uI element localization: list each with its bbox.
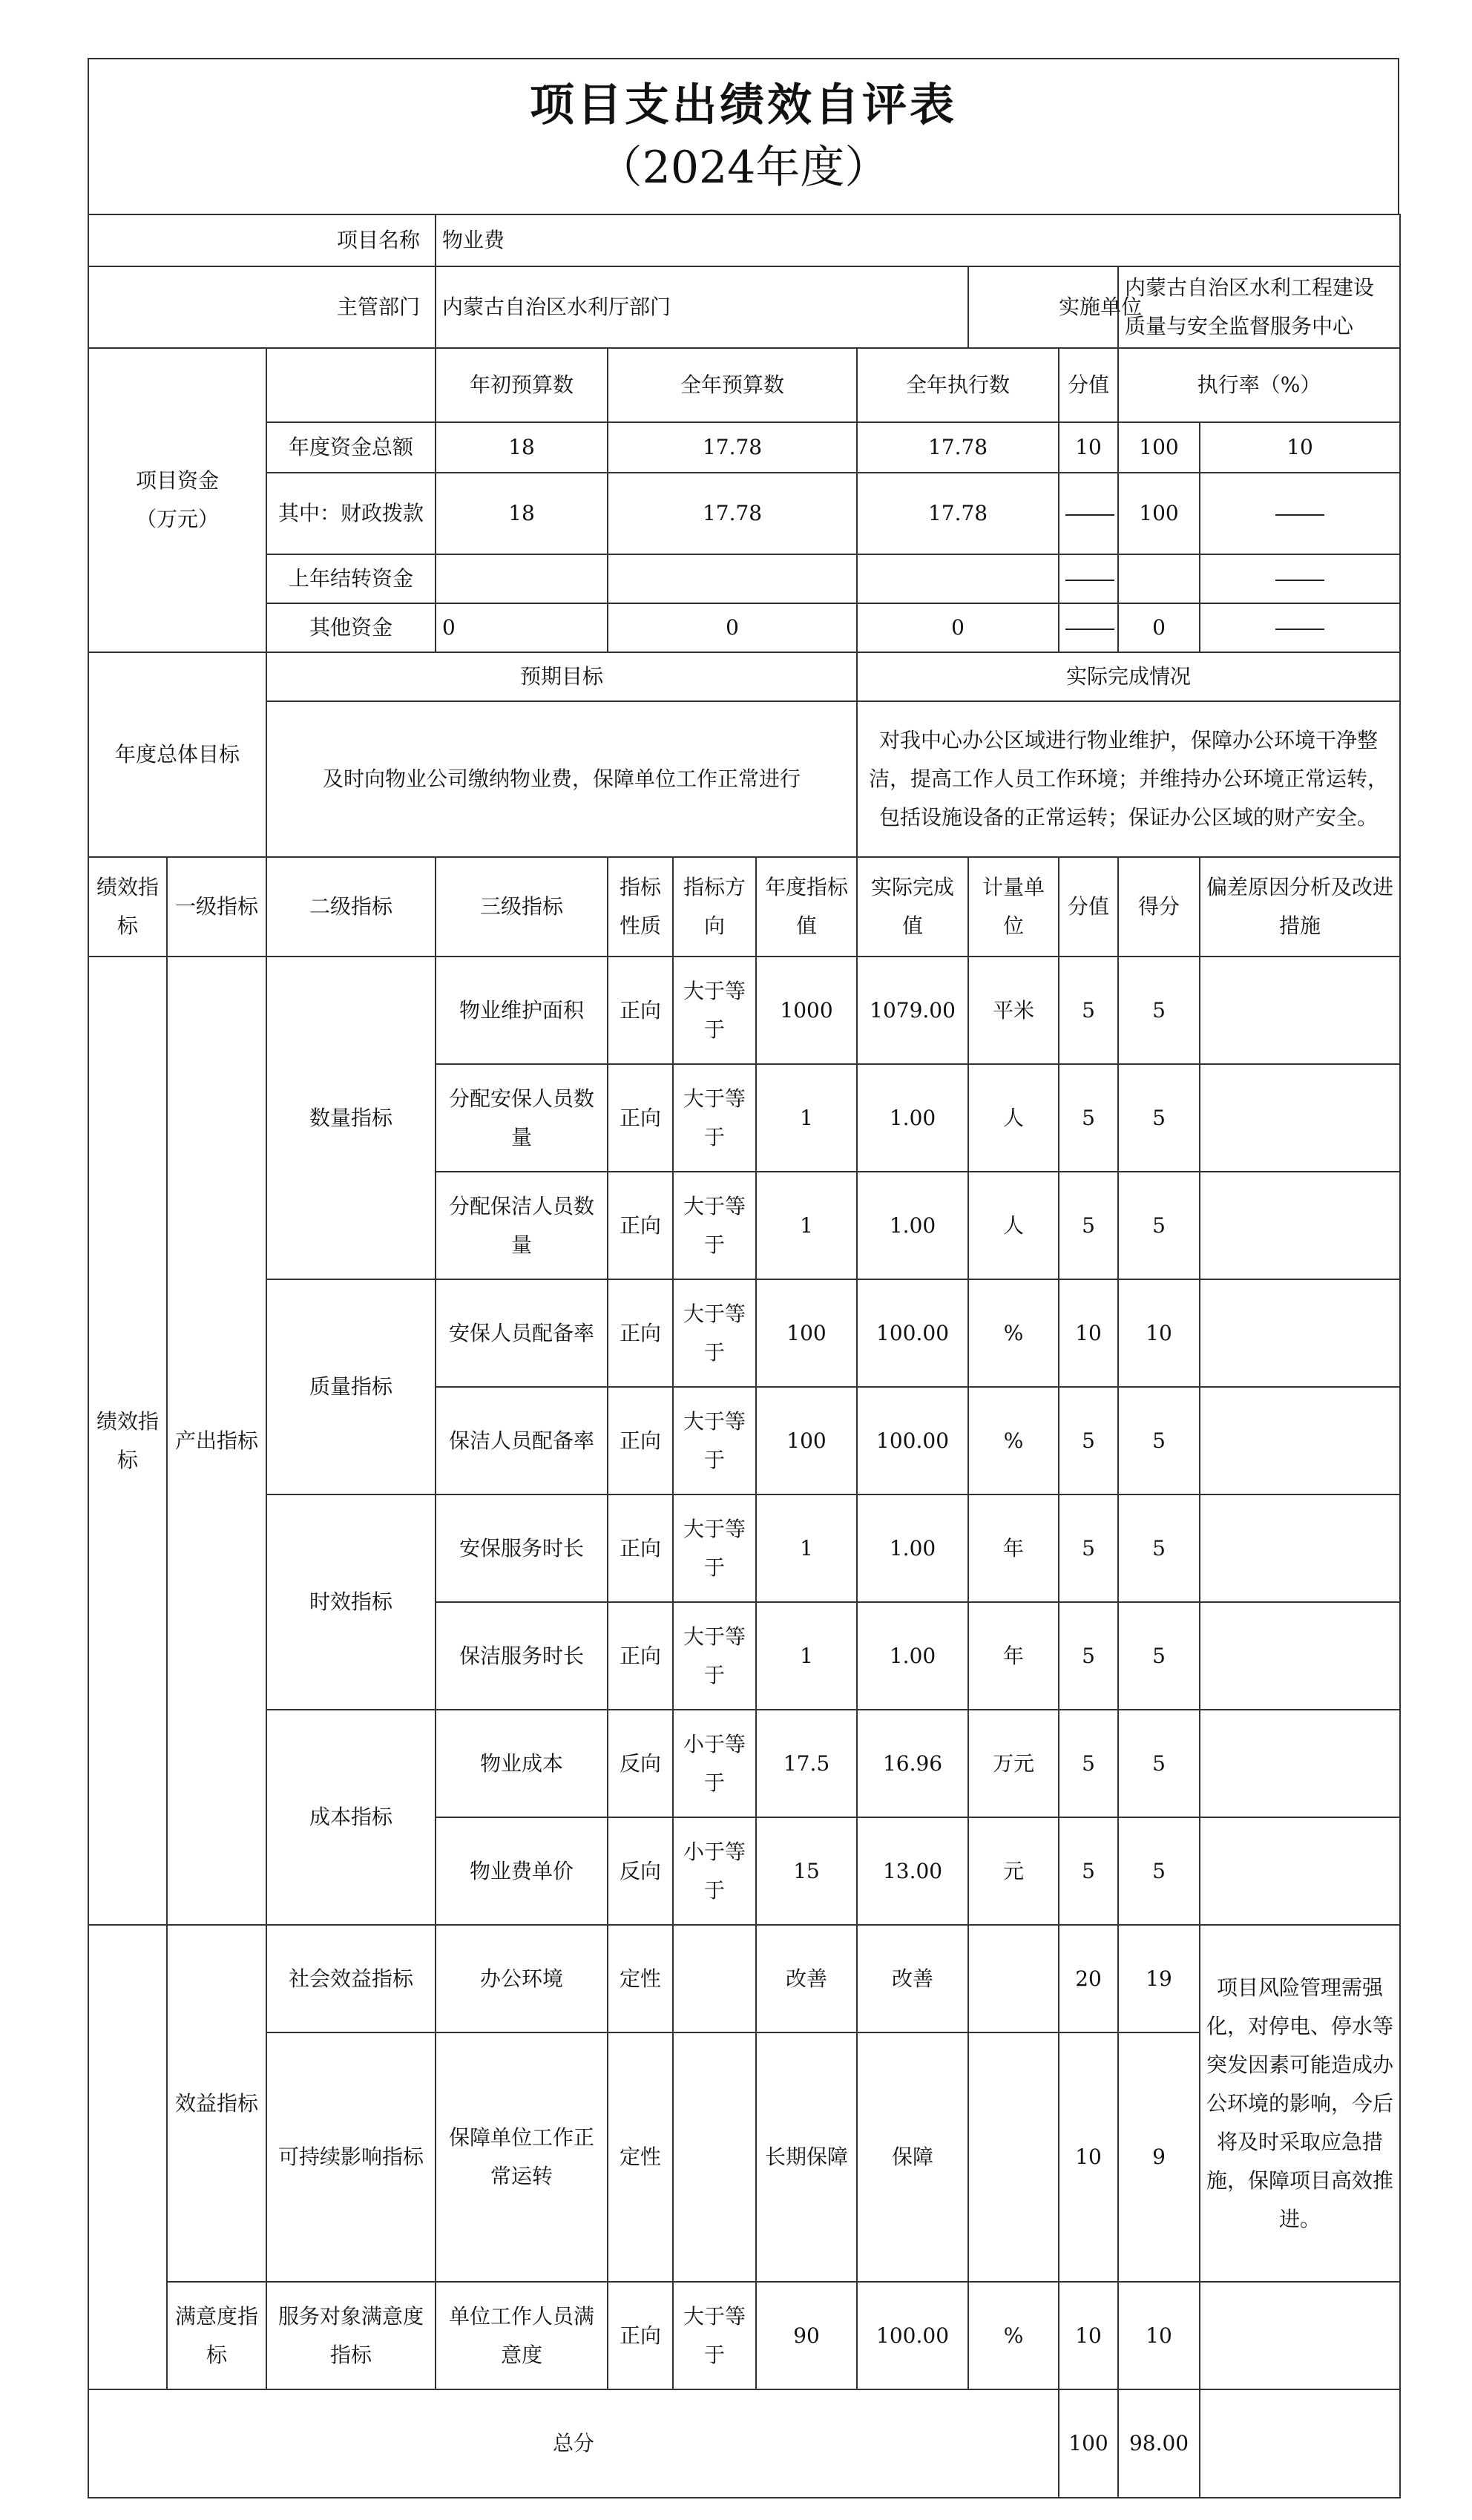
ind-direction: 小于等于: [673, 1817, 756, 1925]
ind-deviation: [1200, 1172, 1400, 1279]
ind-actual: 100.00: [857, 2282, 968, 2389]
funds-cell: 100: [1118, 473, 1200, 554]
ind-actual: 改善: [857, 1925, 968, 2032]
funds-cell: 0: [436, 603, 608, 652]
ind-name: 单位工作人员满意度: [436, 2282, 608, 2389]
actual-result-header: 实际完成情况: [857, 652, 1400, 701]
funds-cell: 10: [1200, 422, 1400, 473]
ind-direction: [673, 1925, 756, 2032]
ind-name: 物业维护面积: [436, 957, 608, 1064]
ind-header: 年度指标值: [756, 857, 857, 957]
ind-name: 分配保洁人员数量: [436, 1172, 608, 1279]
total-got: 98.00: [1118, 2389, 1200, 2498]
ind-nature: 正向: [608, 1387, 673, 1494]
project-name-label: 项目名称: [88, 214, 436, 266]
ind-deviation: [1200, 1494, 1400, 1602]
ind-actual: 1.00: [857, 1602, 968, 1710]
funds-cell: 0: [1118, 603, 1200, 652]
perf-indicator-blank: [88, 1925, 167, 2389]
group-sustain: 可持续影响指标: [266, 2032, 436, 2282]
perf-indicator-label: 绩效指标: [88, 957, 167, 1925]
ind-target: 90: [756, 2282, 857, 2389]
ind-header: 一级指标: [167, 857, 266, 957]
group-quality: 质量指标: [266, 1279, 436, 1494]
benefit-indicator-label: 效益指标: [167, 1925, 266, 2282]
ind-header: 计量单位: [968, 857, 1059, 957]
ind-nature: 正向: [608, 1494, 673, 1602]
ind-actual: 13.00: [857, 1817, 968, 1925]
actual-result-text: 对我中心办公区域进行物业维护，保障办公环境干净整洁，提高工作人员工作环境；并维持办公环境正常运转，包括设施设备的正常运转；保证办公区域的财产安全。: [857, 701, 1400, 857]
ind-header: 二级指标: [266, 857, 436, 957]
funds-row-label: 其中：财政拨款: [266, 473, 436, 554]
ind-nature: 定性: [608, 2032, 673, 2282]
dept-label: 主管部门: [88, 266, 436, 348]
ind-score: 5: [1059, 1602, 1118, 1710]
ind-got: 9: [1118, 2032, 1200, 2282]
funds-label: 项目资金 （万元）: [88, 348, 266, 652]
ind-target: 1: [756, 1602, 857, 1710]
ind-direction: 大于等于: [673, 1602, 756, 1710]
dash-cell: [1059, 603, 1118, 652]
impl-unit-value: 内蒙古自治区水利工程建设质量与安全监督服务中心: [1118, 266, 1400, 348]
ind-score: 5: [1059, 1817, 1118, 1925]
ind-got: 5: [1118, 1817, 1200, 1925]
funds-header: 全年执行数: [857, 348, 1059, 422]
ind-actual: 16.96: [857, 1710, 968, 1817]
evaluation-form: [88, 58, 1399, 2507]
ind-got: 5: [1118, 957, 1200, 1064]
ind-direction: 大于等于: [673, 1279, 756, 1387]
ind-got: 5: [1118, 1710, 1200, 1817]
ind-nature: 反向: [608, 1710, 673, 1817]
ind-unit: 万元: [968, 1710, 1059, 1817]
ind-name: 物业成本: [436, 1710, 608, 1817]
ind-header: 得分: [1118, 857, 1200, 957]
ind-target: 15: [756, 1817, 857, 1925]
ind-target: 100: [756, 1279, 857, 1387]
funds-cell: 100: [1118, 422, 1200, 473]
ind-header: 指标性质: [608, 857, 673, 957]
dash-cell: [1059, 473, 1118, 554]
form-title: 项目支出绩效自评表: [530, 79, 957, 131]
ind-direction: [673, 2032, 756, 2282]
ind-unit: %: [968, 1387, 1059, 1494]
evaluation-table: [88, 214, 1401, 2498]
ind-actual: 1.00: [857, 1494, 968, 1602]
ind-actual: 1.00: [857, 1172, 968, 1279]
ind-got: 5: [1118, 1494, 1200, 1602]
ind-target: 改善: [756, 1925, 857, 2032]
ind-score: 5: [1059, 1172, 1118, 1279]
ind-nature: 定性: [608, 1925, 673, 2032]
ind-direction: 大于等于: [673, 2282, 756, 2389]
funds-header: 全年预算数: [608, 348, 857, 422]
dept-value: 内蒙古自治区水利厅部门: [436, 266, 968, 348]
funds-cell: 17.78: [857, 473, 1059, 554]
ind-actual: 1.00: [857, 1064, 968, 1172]
funds-header: 分值: [1059, 348, 1118, 422]
funds-cell: 18: [436, 473, 608, 554]
expected-goal-text: 及时向物业公司缴纳物业费，保障单位工作正常进行: [266, 701, 857, 857]
ind-unit: 年: [968, 1602, 1059, 1710]
ind-target: 17.5: [756, 1710, 857, 1817]
ind-got: 5: [1118, 1387, 1200, 1494]
funds-cell: [608, 554, 857, 603]
ind-got: 5: [1118, 1172, 1200, 1279]
ind-unit: %: [968, 2282, 1059, 2389]
ind-unit: [968, 2032, 1059, 2282]
ind-deviation: [1200, 2282, 1400, 2389]
ind-target: 1: [756, 1494, 857, 1602]
ind-name: 安保人员配备率: [436, 1279, 608, 1387]
impl-unit-cell: [968, 266, 1059, 348]
ind-target: 100: [756, 1387, 857, 1494]
ind-score: 10: [1059, 1279, 1118, 1387]
ind-deviation: [1200, 1279, 1400, 1387]
dash-cell: [1200, 603, 1400, 652]
dash-cell: [1059, 554, 1118, 603]
ind-actual: 保障: [857, 2032, 968, 2282]
ind-nature: 反向: [608, 1817, 673, 1925]
funds-cell: 18: [436, 422, 608, 473]
ind-header: 指标方向: [673, 857, 756, 957]
ind-nature: 正向: [608, 1602, 673, 1710]
expected-goal-header: 预期目标: [266, 652, 857, 701]
ind-direction: 大于等于: [673, 1494, 756, 1602]
ind-got: 19: [1118, 1925, 1200, 2032]
funds-row-label: 年度资金总额: [266, 422, 436, 473]
funds-cell: 0: [608, 603, 857, 652]
funds-cell: 0: [857, 603, 1059, 652]
deviation-note: 项目风险管理需强化，对停电、停水等突发因素可能造成办公环境的影响，今后将及时采取应急措施，保障项目高效推进。: [1200, 1925, 1400, 2282]
group-social: 社会效益指标: [266, 1925, 436, 2032]
title-block: [88, 58, 1399, 214]
ind-name: 保障单位工作正常运转: [436, 2032, 608, 2282]
project-name-value: 物业费: [436, 214, 1400, 266]
ind-name: 物业费单价: [436, 1817, 608, 1925]
ind-unit: 人: [968, 1064, 1059, 1172]
ind-direction: 大于等于: [673, 957, 756, 1064]
funds-cell: [1118, 554, 1200, 603]
ind-target: 1000: [756, 957, 857, 1064]
ind-nature: 正向: [608, 957, 673, 1064]
ind-got: 10: [1118, 2282, 1200, 2389]
ind-unit: 年: [968, 1494, 1059, 1602]
ind-nature: 正向: [608, 1064, 673, 1172]
ind-unit: 平米: [968, 957, 1059, 1064]
ind-target: 长期保障: [756, 2032, 857, 2282]
ind-got: 10: [1118, 1279, 1200, 1387]
ind-deviation: [1200, 1064, 1400, 1172]
group-cost: 成本指标: [266, 1710, 436, 1925]
impl-unit-label: 实施单位: [1059, 266, 1118, 348]
ind-score: 5: [1059, 957, 1118, 1064]
ind-header: 实际完成值: [857, 857, 968, 957]
output-indicator-label: 产出指标: [167, 957, 266, 1925]
ind-deviation: [1200, 1387, 1400, 1494]
satisfaction-indicator-label: 满意度指标: [167, 2282, 266, 2389]
ind-unit: 元: [968, 1817, 1059, 1925]
ind-actual: 100.00: [857, 1387, 968, 1494]
ind-header: 三级指标: [436, 857, 608, 957]
ind-header: 绩效指标: [88, 857, 167, 957]
ind-score: 5: [1059, 1710, 1118, 1817]
ind-unit: %: [968, 1279, 1059, 1387]
funds-cell: 17.78: [857, 422, 1059, 473]
ind-score: 5: [1059, 1387, 1118, 1494]
ind-name: 保洁服务时长: [436, 1602, 608, 1710]
ind-actual: 100.00: [857, 1279, 968, 1387]
ind-nature: 正向: [608, 2282, 673, 2389]
goals-label: 年度总体目标: [88, 652, 266, 857]
ind-score: 10: [1059, 2032, 1118, 2282]
funds-row-label: 其他资金: [266, 603, 436, 652]
funds-cell: 10: [1059, 422, 1118, 473]
ind-target: 1: [756, 1172, 857, 1279]
ind-unit: [968, 1925, 1059, 2032]
funds-header: 执行率（%）: [1118, 348, 1400, 422]
ind-unit: 人: [968, 1172, 1059, 1279]
ind-score: 10: [1059, 2282, 1118, 2389]
total-label: 总分: [88, 2389, 1059, 2498]
funds-cell: 17.78: [608, 422, 857, 473]
ind-nature: 正向: [608, 1172, 673, 1279]
ind-direction: 大于等于: [673, 1387, 756, 1494]
funds-cell: [436, 554, 608, 603]
ind-direction: 小于等于: [673, 1710, 756, 1817]
group-quantity: 数量指标: [266, 957, 436, 1279]
ind-nature: 正向: [608, 1279, 673, 1387]
total-deviation: [1200, 2389, 1400, 2498]
total-score: 100: [1059, 2389, 1118, 2498]
ind-score: 5: [1059, 1494, 1118, 1602]
ind-target: 1: [756, 1064, 857, 1172]
ind-direction: 大于等于: [673, 1172, 756, 1279]
form-year: （2024年度）: [597, 142, 890, 194]
ind-header: 分值: [1059, 857, 1118, 957]
funds-header: 年初预算数: [436, 348, 608, 422]
ind-name: 分配安保人员数量: [436, 1064, 608, 1172]
ind-name: 保洁人员配备率: [436, 1387, 608, 1494]
dash-cell: [1200, 473, 1400, 554]
ind-header: 偏差原因分析及改进措施: [1200, 857, 1400, 957]
ind-direction: 大于等于: [673, 1064, 756, 1172]
ind-deviation: [1200, 1710, 1400, 1817]
ind-deviation: [1200, 957, 1400, 1064]
ind-name: 安保服务时长: [436, 1494, 608, 1602]
ind-score: 20: [1059, 1925, 1118, 2032]
ind-name: 办公环境: [436, 1925, 608, 2032]
funds-header-blank: [266, 348, 436, 422]
group-service: 服务对象满意度指标: [266, 2282, 436, 2389]
ind-got: 5: [1118, 1064, 1200, 1172]
ind-got: 5: [1118, 1602, 1200, 1710]
funds-row-label: 上年结转资金: [266, 554, 436, 603]
group-timeliness: 时效指标: [266, 1494, 436, 1710]
ind-deviation: [1200, 1817, 1400, 1925]
funds-cell: [857, 554, 1059, 603]
ind-score: 5: [1059, 1064, 1118, 1172]
dash-cell: [1200, 554, 1400, 603]
funds-cell: 17.78: [608, 473, 857, 554]
ind-actual: 1079.00: [857, 957, 968, 1064]
ind-deviation: [1200, 1602, 1400, 1710]
